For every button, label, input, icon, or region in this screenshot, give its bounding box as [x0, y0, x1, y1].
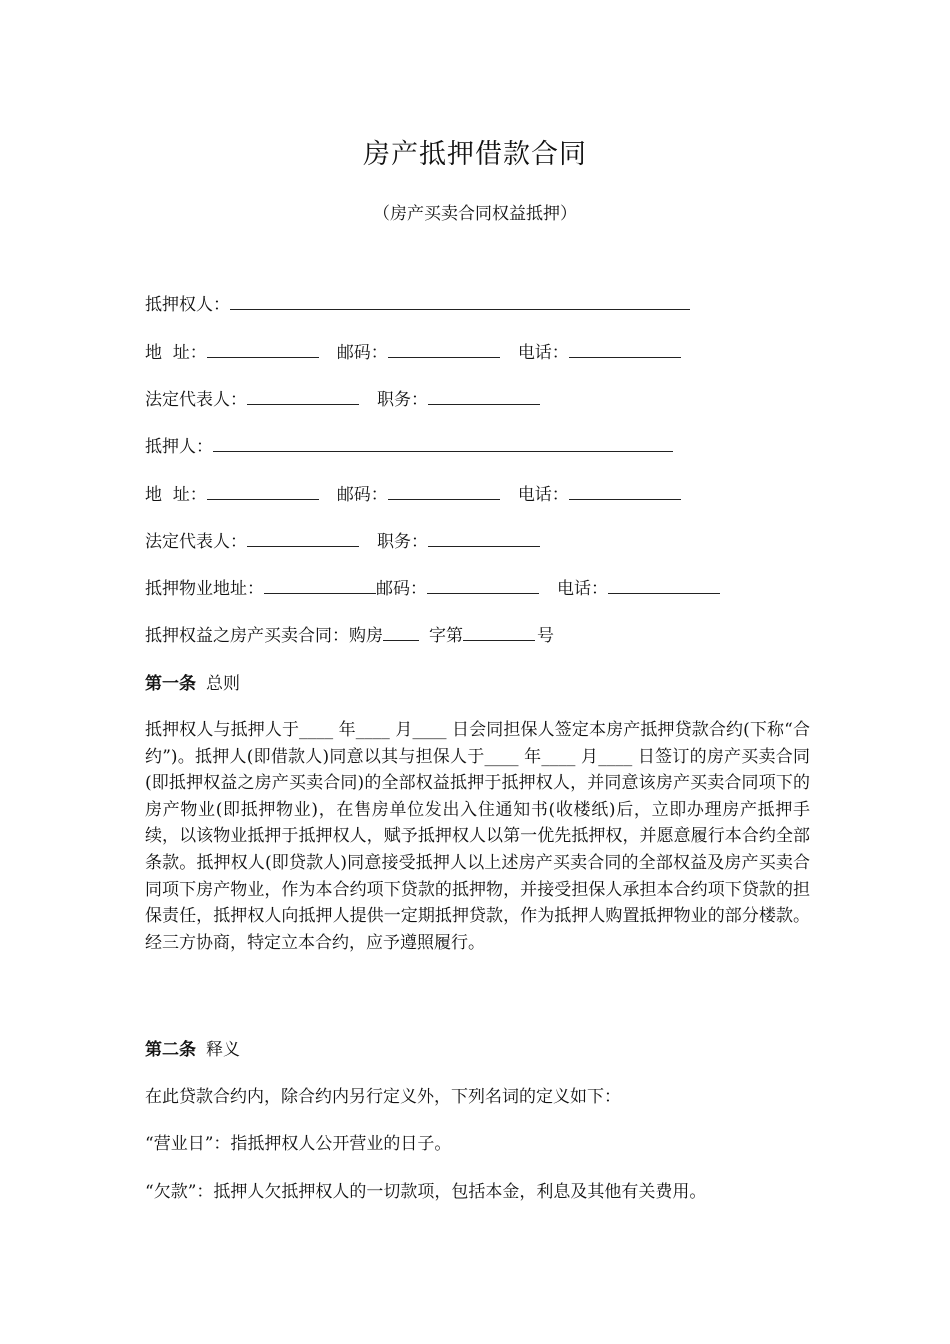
position-field[interactable]: [428, 387, 540, 405]
article2-heading: [145, 1038, 240, 1062]
contract-number-field[interactable]: [463, 623, 535, 641]
postcode-label: 邮码：: [336, 485, 388, 505]
legal-rep-field[interactable]: [247, 387, 359, 405]
postcode-field[interactable]: [388, 340, 500, 358]
mortgagor-address-line: [145, 482, 687, 507]
legal-rep-field[interactable]: [247, 529, 359, 547]
contract-prefix-field[interactable]: [383, 623, 419, 641]
mortgagee-field[interactable]: [230, 292, 690, 310]
property-address-line: [145, 576, 726, 601]
mortgagor-rep-line: [145, 529, 546, 554]
phone-field[interactable]: [608, 576, 720, 594]
phone-label: 电话：: [517, 343, 569, 363]
document-subtitle: （房产买卖合同权益抵押）: [373, 204, 577, 224]
mortgagee-line: [145, 292, 696, 317]
position-label: 职务：: [377, 390, 428, 410]
address-field[interactable]: [207, 340, 319, 358]
definition-business-day: “营业日”：指抵押权人公开营业的日子。: [145, 1134, 452, 1154]
position-label: 职务：: [377, 532, 428, 552]
contract-mid-label: 字第: [429, 626, 463, 646]
address-label: 地 址：: [145, 343, 207, 363]
address-label: 地 址：: [145, 485, 207, 505]
mortgagee-rep-line: [145, 387, 546, 412]
contract-ref-line: [145, 623, 554, 648]
phone-label: 电话：: [557, 579, 608, 599]
contract-label: 抵押权益之房产买卖合同：购房: [145, 626, 383, 646]
phone-field[interactable]: [569, 340, 681, 358]
article1-body: 抵押权人与抵押人于____ 年____ 月____ 日会同担保人签定本房产抵押贷款合约(下称“合约”)。抵押人(即借款人)同意以其与担保人于____ 年____ 月____ 日签订的房产买卖合同(即抵押权益之房产买卖合同)的全部权益抵押于抵押权人，并同意该房产买卖合同项下的房产物业(即抵押物业)，在售房单位发出入住通知书(收楼纸)后，立即办理房产抵押手续，以该物业抵押于抵押权人，赋予抵押权人以第一优先抵押权，并愿意履行本合约全部条款。抵押权人(即贷款人)同意接受抵押人以上述房产买卖合同的全部权益及房产买卖合同项下房产物业，作为本合约项下贷款的抵押物，并接受担保人承担本合约项下贷款的担保责任，抵押权人向抵押人提供一定期抵押贷款，作为抵押人购置抵押物业的部分楼款。经三方协商，特定立本合约，应予遵照履行。: [145, 720, 810, 953]
mortgagor-label: 抵押人：: [145, 437, 213, 457]
article2-number: 第二条: [145, 1040, 196, 1060]
mortgagee-address-line: [145, 340, 687, 365]
mortgagor-field[interactable]: [213, 434, 673, 452]
postcode-label: 邮码：: [376, 579, 427, 599]
mortgagee-label: 抵押权人：: [145, 295, 230, 315]
article1-heading: [145, 672, 240, 696]
definition-debt: “欠款”：抵押人欠抵押权人的一切款项，包括本金，利息及其他有关费用。: [145, 1182, 707, 1202]
document-title: 房产抵押借款合同: [363, 139, 587, 170]
position-field[interactable]: [428, 529, 540, 547]
address-field[interactable]: [207, 482, 319, 500]
legal-rep-label: 法定代表人：: [145, 390, 247, 410]
article2-title: 释义: [206, 1040, 240, 1060]
article1-number: 第一条: [145, 674, 196, 694]
postcode-field[interactable]: [427, 576, 539, 594]
property-address-label: 抵押物业地址：: [145, 579, 264, 599]
property-address-field[interactable]: [264, 576, 376, 594]
article1-title: 总则: [206, 674, 240, 694]
article2-intro: 在此贷款合约内，除合约内另行定义外，下列名词的定义如下：: [145, 1087, 621, 1107]
legal-rep-label: 法定代表人：: [145, 532, 247, 552]
postcode-label: 邮码：: [336, 343, 388, 363]
mortgagor-line: [145, 434, 679, 459]
postcode-field[interactable]: [388, 482, 500, 500]
phone-label: 电话：: [517, 485, 569, 505]
phone-field[interactable]: [569, 482, 681, 500]
contract-end-label: 号: [537, 626, 554, 646]
